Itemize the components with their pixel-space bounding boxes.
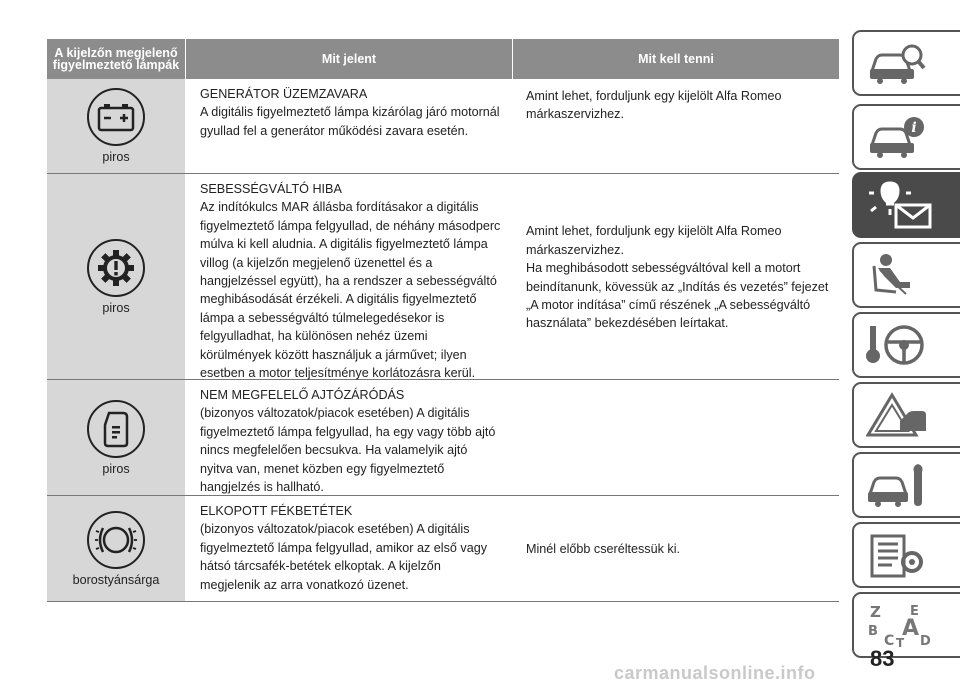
lamp-meaning: Az indítókulcs MAR állásba fordításakor a digitális figyelmeztető lámpa felgyullad, de néhány másodperc múlva ki kell aludnia. A digitális figyelmeztető lámpa villog (a kijelzőn megjelenő üzenettel és a hangjelzéssel együtt), ha a rendszer a sebességváltó meghibásodását érzékeli. A digitális figyelmeztető lámpa a sebességváltó túlmelegedésekor is felgyulladhat, ha különösen nehéz üzemi körülmények között használjuk a járművet; ilyen esetben a motor teljesítménye korlátozásra kerül. bbox=[200, 200, 501, 381]
chapter-tab-maintenance[interactable] bbox=[852, 452, 960, 518]
header-action: Mit kell tenni bbox=[512, 39, 839, 79]
lamp-color: piros bbox=[102, 150, 130, 164]
specs-list-icon bbox=[866, 532, 928, 578]
table-row bbox=[47, 496, 839, 602]
key-steering-icon bbox=[866, 322, 928, 368]
lamp-action: Amint lehet, forduljunk egy kijelölt Alfa Romeo márkaszervizhez. bbox=[526, 89, 782, 122]
warning-lamp-message-icon bbox=[866, 181, 932, 229]
table-row bbox=[47, 380, 839, 496]
header-meaning: Mit jelent bbox=[185, 39, 512, 79]
chapter-tab-driving[interactable] bbox=[852, 312, 960, 378]
chapter-tab-car-info[interactable] bbox=[852, 104, 960, 170]
warning-triangle-icon bbox=[866, 391, 932, 439]
lamp-action: Amint lehet, forduljunk egy kijelölt Alfa Romeo márkaszervizhez. bbox=[526, 224, 782, 257]
lamp-meaning: (bizonyos változatok/piacok esetében) A digitális figyelmeztető lámpa felgyullad, ha egy vagy több ajtó nincs megfelelően becsukva. Ha valamelyik ajtó nyitva van, menet közben egy figyelmeztető hangjelzés is hallható. bbox=[200, 406, 496, 495]
table-header bbox=[47, 39, 839, 79]
page-number: 83 bbox=[870, 646, 895, 671]
table-row bbox=[47, 79, 839, 174]
gear-warning-icon bbox=[87, 239, 145, 297]
index-letter: C bbox=[884, 633, 895, 649]
alphabet-index-icon bbox=[866, 601, 932, 649]
lamp-color: piros bbox=[102, 300, 130, 315]
battery-icon bbox=[87, 88, 145, 146]
chapter-tab-emergency[interactable] bbox=[852, 382, 960, 448]
index-letter: B bbox=[868, 624, 878, 639]
lamp-meaning: (bizonyos változatok/piacok esetében) A digitális figyelmeztető lámpa felgyullad, amikor az első vagy hátsó tárcsafék-betétek elkoptak. A kijelzőn megjelenik az arra vonatkozó üzenet. bbox=[200, 522, 487, 592]
header-lamps: A kijelzőn megjelenő figyelmeztető lámpák bbox=[52, 46, 180, 72]
lamp-color: borostyánsárga bbox=[72, 572, 160, 587]
car-search-icon bbox=[866, 41, 928, 85]
lamp-action: Minél előbb cseréltessük ki. bbox=[526, 542, 680, 557]
index-letter: T bbox=[896, 636, 905, 649]
chapter-tab-car-search[interactable] bbox=[852, 30, 960, 96]
lamp-title: GENERÁTOR ÜZEMZAVARA bbox=[200, 87, 368, 101]
lamp-title: NEM MEGFELELŐ AJTÓZÁRÓDÁS bbox=[200, 388, 405, 402]
svg-text:i: i bbox=[911, 120, 917, 136]
car-wrench-icon bbox=[866, 462, 928, 508]
index-letter: E bbox=[910, 604, 919, 619]
car-info-icon bbox=[866, 115, 928, 159]
chapter-tab-specs[interactable] bbox=[852, 522, 960, 588]
watermark-footer: carmanualsonline.info bbox=[614, 663, 816, 683]
chapter-tab-index[interactable] bbox=[852, 592, 960, 658]
index-letter: Z bbox=[870, 603, 881, 621]
lamp-action: Ha meghibásodott sebességváltóval kell a motort beindítanunk, kövessük az „Indítás és vezetés” fejezet „A motor indítása” című részének „A sebességváltó használata” bekezdésében leírtakat. bbox=[526, 261, 829, 331]
warning-lamps-table bbox=[47, 39, 839, 602]
brake-pad-icon bbox=[87, 511, 145, 569]
lamp-title: SEBESSÉGVÁLTÓ HIBA bbox=[200, 182, 342, 196]
lamp-title: ELKOPOTT FÉKBETÉTEK bbox=[200, 504, 353, 518]
door-lock-icon bbox=[87, 400, 145, 458]
chapter-tab-safety[interactable] bbox=[852, 242, 960, 308]
lamp-meaning: A digitális figyelmeztető lámpa kizárólag járó motornál gyullad fel a generátor működési zavara esetén. bbox=[200, 105, 500, 138]
index-letter: D bbox=[920, 634, 931, 649]
lamp-color: piros bbox=[102, 461, 130, 476]
index-letter: A bbox=[902, 616, 920, 641]
chapter-tab-warning-lamps[interactable] bbox=[852, 172, 960, 238]
table-row bbox=[47, 174, 839, 380]
airbag-seat-icon bbox=[866, 252, 928, 298]
